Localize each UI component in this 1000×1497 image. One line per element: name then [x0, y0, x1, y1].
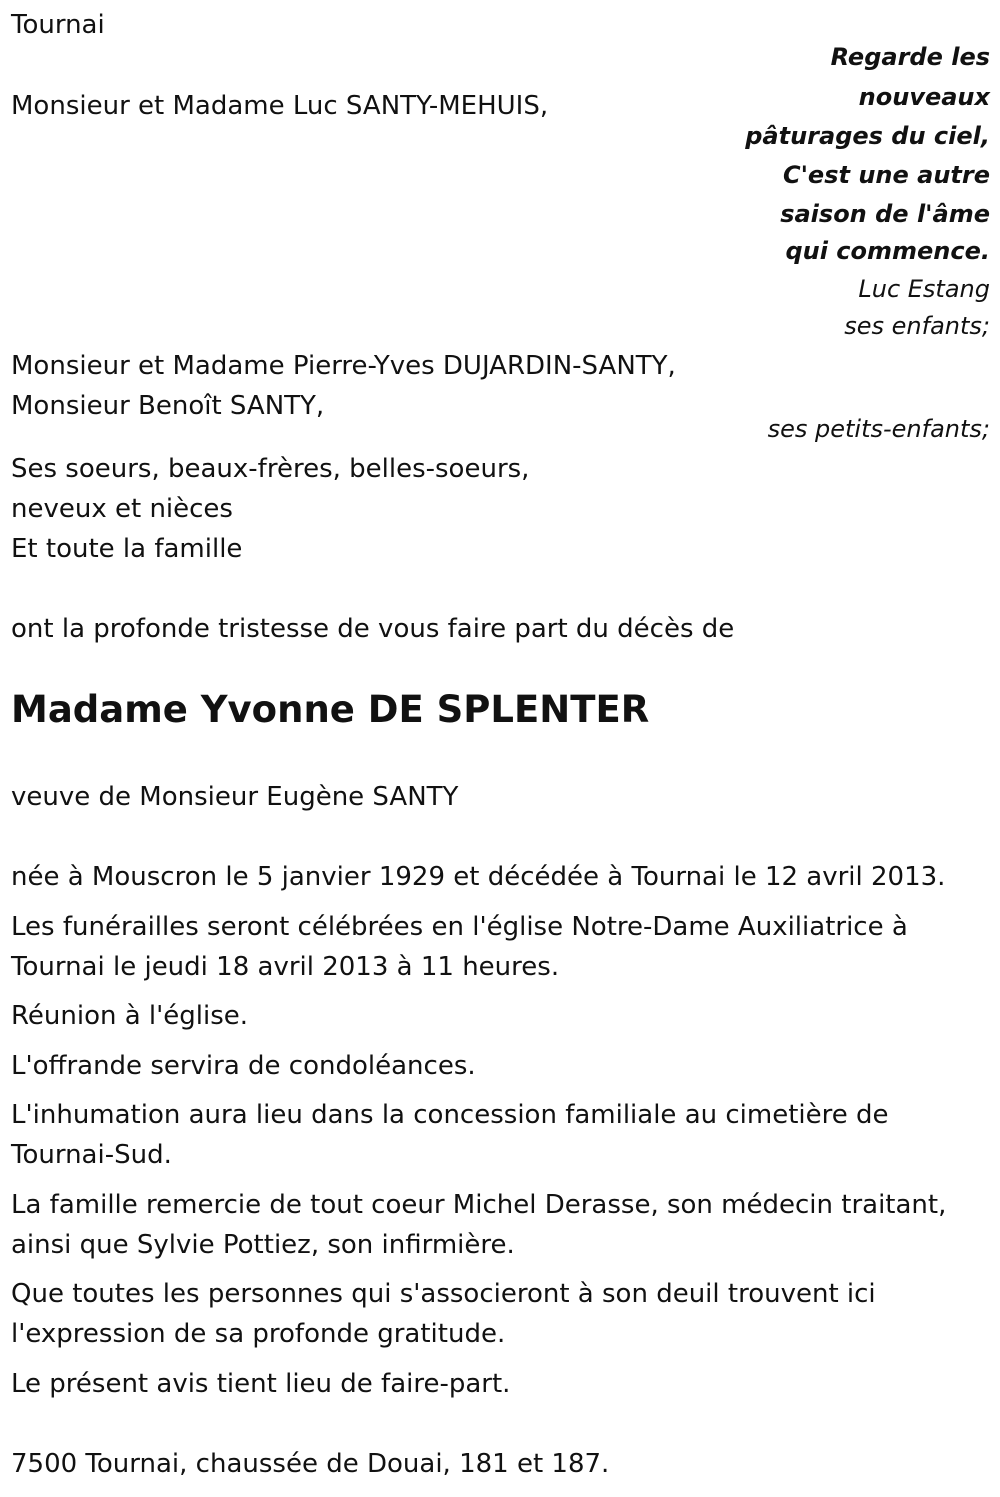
address-text: 7500 Tournai, chaussée de Douai, 181 et 187.: [11, 1449, 610, 1479]
relation-children: ses enfants;: [844, 312, 990, 340]
poem-line: pâturages du ciel,: [745, 122, 990, 150]
meeting-info: Réunion à l'église.: [11, 1001, 249, 1031]
family-relatives: Et toute la famille: [11, 534, 243, 564]
family-child: Monsieur Benoît SANTY,: [11, 391, 325, 421]
family-child: Monsieur et Madame Pierre-Yves DUJARDIN-SANTY,: [11, 351, 676, 381]
burial-info: Tournai-Sud.: [11, 1140, 172, 1170]
announcement-text: ont la profonde tristesse de vous faire part du décès de: [11, 614, 735, 644]
poem-line: C'est une autre: [782, 161, 990, 189]
city-heading: Tournai: [11, 10, 105, 40]
gratitude-text: l'expression de sa profonde gratitude.: [11, 1319, 506, 1349]
thanks-text: La famille remercie de tout coeur Michel Derasse, son médecin traitant,: [11, 1190, 947, 1220]
gratitude-text: Que toutes les personnes qui s'associeront à son deuil trouvent ici: [11, 1279, 876, 1309]
thanks-text: ainsi que Sylvie Pottiez, son infirmière.: [11, 1230, 515, 1260]
birth-death-text: née à Mouscron le 5 janvier 1929 et décédée à Tournai le 12 avril 2013.: [11, 862, 946, 892]
notice-text: Le présent avis tient lieu de faire-part.: [11, 1369, 511, 1399]
poem-line: nouveaux: [858, 83, 990, 111]
widow-of-text: veuve de Monsieur Eugène SANTY: [11, 782, 459, 812]
poem-line: Regarde les: [830, 43, 990, 71]
funeral-info: Les funérailles seront célébrées en l'église Notre-Dame Auxiliatrice à: [11, 912, 908, 942]
poem-line: saison de l'âme: [780, 200, 990, 228]
burial-info: L'inhumation aura lieu dans la concession familiale au cimetière de: [11, 1100, 889, 1130]
family-parents: Monsieur et Madame Luc SANTY-MEHUIS,: [11, 91, 549, 121]
poem-line: qui commence.: [785, 237, 990, 265]
poem-author: Luc Estang: [858, 275, 990, 303]
family-relatives: Ses soeurs, beaux-frères, belles-soeurs,: [11, 454, 530, 484]
offering-info: L'offrande servira de condoléances.: [11, 1051, 476, 1081]
family-relatives: neveux et nièces: [11, 494, 233, 524]
relation-grandchildren: ses petits-enfants;: [767, 415, 990, 443]
funeral-info: Tournai le jeudi 18 avril 2013 à 11 heures.: [11, 952, 560, 982]
deceased-name: Madame Yvonne DE SPLENTER: [11, 688, 650, 731]
